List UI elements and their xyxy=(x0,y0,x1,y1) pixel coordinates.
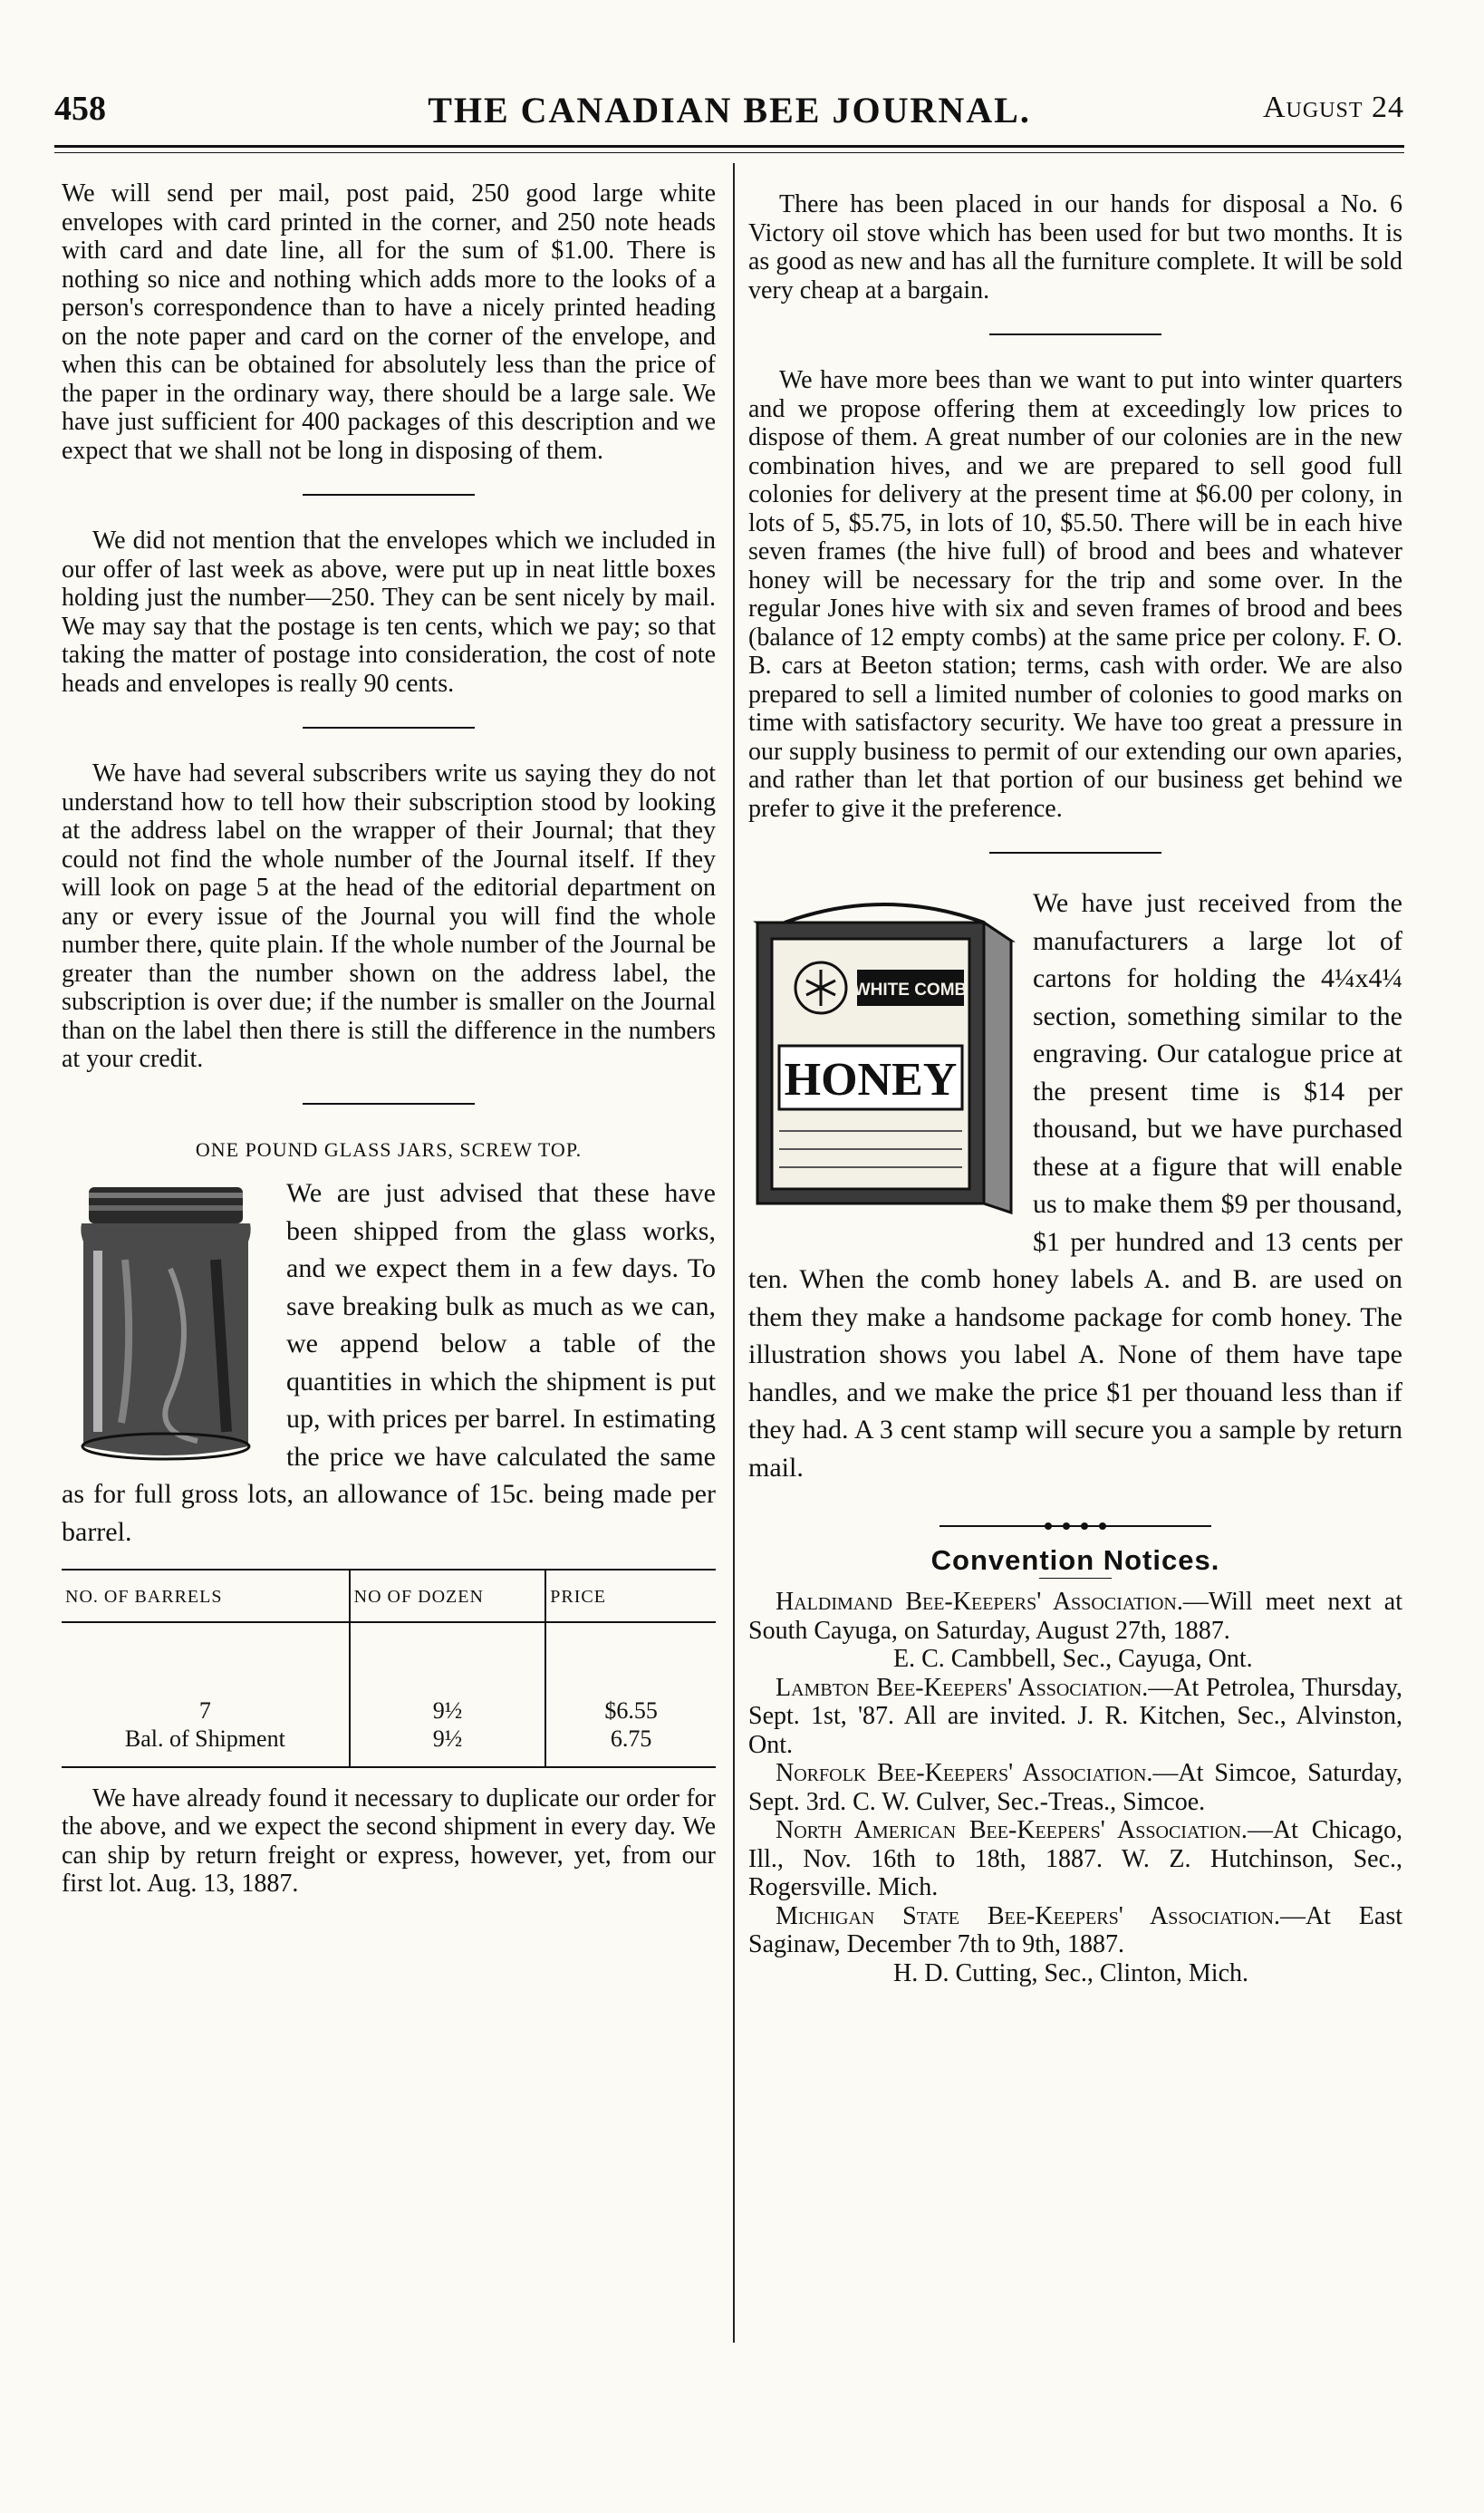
notice-signature: E. C. Cambbell, Sec., Cayuga, Ont. xyxy=(893,1645,1253,1673)
section-rule xyxy=(303,1103,475,1105)
jars-paragraph: We are just advised that these have been shipped from the glass works, and we expect them in a few days. To save breaking bulk as much as we can, we append below a table of the quantities in which the shipment is put up, with prices per barrel. In estimating the price we have calculated the same as for full gross lots, an allowance of 15c. being made per barrel. xyxy=(62,1178,716,1547)
notice-text: —At Petrolea, Thursday, Sept. 1st, '87. All are invited. J. R. Kitchen, Sec., Alvinston, Ont. xyxy=(748,1673,1402,1759)
subscription-paragraph: We have had several subscribers write us saying they do not understand how to tell how their subscription stood by looking at the address label on the wrapper of their Journal; that they could not find the whole number of the Journal itself. If they will look on page 5 at the head of the editorial department on any or every issue of the Journal you will find the whole number there, quite plain. If the whole number of the Journal be greater than the number shown on the address label, the subscription is over due; if the number is smaller on the Journal than on the label then there is still the difference in the numbers at your credit. xyxy=(62,759,716,1073)
notice-text: —Will meet next at South Cayuga, on Saturday, August 27th, 1887. xyxy=(748,1588,1402,1645)
col-header-dozen: NO OF DOZEN xyxy=(350,1570,546,1622)
convention-notice xyxy=(748,1759,1402,1816)
section-rule xyxy=(989,333,1161,335)
ornamental-rule xyxy=(748,1512,1402,1541)
journal-title: THE CANADIAN BEE JOURNAL. xyxy=(428,90,1031,130)
col-header-barrels: NO. OF BARRELS xyxy=(62,1570,350,1622)
section-rule xyxy=(303,727,475,729)
carton-label-top: WHITE COMB xyxy=(853,981,968,1000)
ornament-dots xyxy=(940,1520,1211,1532)
carton-label-main: HONEY xyxy=(784,1054,958,1106)
header-rule-thin xyxy=(54,152,1404,153)
convention-notice xyxy=(748,1902,1402,1959)
org-name: Michigan State Bee-Keepers' Association. xyxy=(776,1901,1280,1930)
header-rule xyxy=(54,145,1404,148)
notice-text: —At East Saginaw, December 7th to 9th, 1887. xyxy=(748,1901,1402,1958)
envelope-boxes-paragraph: We did not mention that the envelopes which we included in our offer of last week as above, were put up in neat little boxes holding just the number—250. They can be sent nicely by mail. We may say that the postage is ten cents, which we pay; so that taking the matter of postage into consideration, the cost of note heads and envelopes is really 90 cents. xyxy=(62,527,716,698)
issue-date: August 24 xyxy=(1262,91,1404,124)
notice-signature: H. D. Cutting, Sec., Clinton, Mich. xyxy=(893,1958,1248,1987)
notice-text: —At Chicago, Ill., Nov. 16th to 18th, 1887. W. Z. Hutchinson, Sec., Rogersville. Mich. xyxy=(748,1816,1403,1901)
convention-notice xyxy=(748,1674,1402,1760)
oil-stove-paragraph: There has been placed in our hands for disposal a No. 6 Victory oil stove which has been used for but two months. It is as good as new and has all the furniture complete. It will be sold very cheap at a bargain. xyxy=(748,190,1402,304)
page-number: 458 xyxy=(54,90,106,128)
left-column xyxy=(62,179,716,1899)
barrel-price-table xyxy=(62,1569,716,1768)
conventions-heading: Convention Notices. xyxy=(930,1543,1220,1576)
bees-for-sale-paragraph: We have more bees than we want to put into winter quarters and we propose offering them at exceedingly low prices to dispose of them. A great number of our colonies are in the new combination hives, and we are prepared to sell good full colonies for delivery at the present time at $6.00 per colony, in lots of 5, $5.75, in lots of 10, $5.50. There will be in each hive seven frames (the hive full) of brood and bees and whatever honey will be necessary for the trip and some over. In the regular Jones hive with six and seven frames of brood and bees (balance of 12 empty combs) at the same price per colony. F. O. B. cars at Beeton station; terms, cash with order. We are also prepared to sell a limited number of colonies to good marks on time with satisfactory security. We have too great a pressure in our supply business to permit of our extending our own aparies, and rather than let that portion of our business get behind we prefer to give it the preference. xyxy=(748,366,1402,823)
org-name: Norfolk Bee-Keepers' Association. xyxy=(776,1759,1153,1787)
section-rule xyxy=(303,494,475,496)
org-name: Lambton Bee-Keepers' Association. xyxy=(776,1673,1149,1702)
col-header-price: PRICE xyxy=(545,1570,716,1622)
honey-carton-engraving xyxy=(748,886,1020,1222)
section-rule xyxy=(989,852,1161,854)
envelope-offer-paragraph: We will send per mail, post paid, 250 good large white envelopes with card printed in the corner, and 250 note heads with card and date line, all for the sum of $1.00. There is nothing so nice and nothing which adds more to the looks of a person's correspondence than to have a nicely printed heading on the note paper and card on the corner of the envelope, and when this can be obtained for absolutely less than the price of the paper in the ordinary way, there should be a large sale. We have just sufficient for 400 packages of this description and we expect that we shall not be long in disposing of them. xyxy=(62,179,716,465)
cartons-paragraph: We have just received from the manufacturers a large lot of cartons for holding the 4¼x4¼ section, something similar to the engraving. Our catalogue price at the present time is $14 per thousand, but we have purchased these at a figure that will enable us to make them $9 per thousand, $1 per hundred and 13 cents per ten. When the comb honey labels A. and B. are used on them they make a handsome package for comb honey. The illustration shows you label A. None of them have tape handles, and we make the price $1 per thouand less than if they had. A 3 cent stamp will secure you a sample by return mail. xyxy=(748,888,1402,1483)
duplicate-order-paragraph: We have already found it necessary to duplicate our order for the above, and we expect the second shipment in every day. We can ship by return freight or express, however, yet, from our first lot. Aug. 13, 1887. xyxy=(62,1783,716,1898)
org-name: North American Bee-Keepers' Association. xyxy=(776,1816,1248,1844)
convention-notice xyxy=(748,1816,1402,1902)
notice-text: —At Simcoe, Saturday, Sept. 3rd. C. W. Culver, Sec.-Treas., Simcoe. xyxy=(748,1759,1402,1816)
jars-caption: ONE POUND GLASS JARS, SCREW TOP. xyxy=(195,1137,583,1161)
column-divider xyxy=(733,163,735,2343)
heading-rule xyxy=(1039,1578,1112,1579)
org-name: Haldimand Bee-Keepers' Association. xyxy=(776,1588,1183,1616)
jars-notice xyxy=(62,1174,716,1551)
table-header-row xyxy=(62,1570,716,1622)
cartons-notice xyxy=(748,884,1402,1486)
table-row xyxy=(62,1622,716,1767)
page-header xyxy=(54,89,1404,134)
right-column xyxy=(748,190,1402,1987)
cell-dozen: 9½ 9½ xyxy=(350,1622,546,1767)
glass-jar-engraving xyxy=(62,1178,270,1468)
convention-notice xyxy=(748,1588,1402,1645)
cell-barrels: 7 Bal. of Shipment xyxy=(62,1622,350,1767)
cell-price: $6.55 6.75 xyxy=(545,1622,716,1767)
